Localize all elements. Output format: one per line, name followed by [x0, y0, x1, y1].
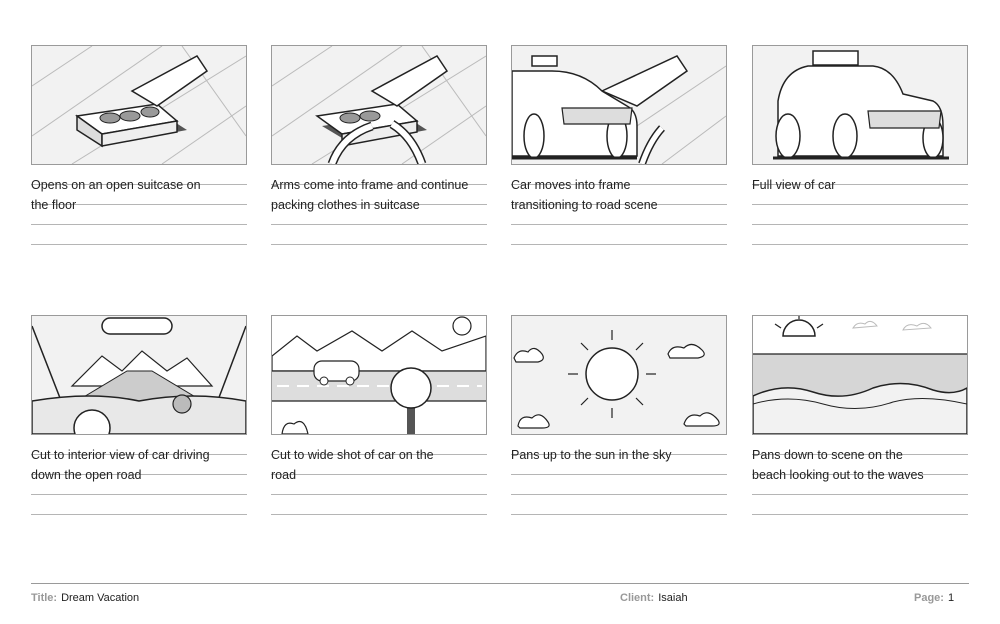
panel-5-sketch	[31, 315, 247, 435]
client-value: Isaiah	[658, 592, 688, 604]
footer-client	[620, 592, 688, 604]
panel-6-sketch	[271, 315, 487, 435]
page-label: Page:	[914, 592, 944, 604]
title-value: Dream Vacation	[61, 592, 140, 604]
panel-caption: Cut to wide shot of car on the road	[271, 448, 434, 482]
storyboard-panel-6	[271, 315, 487, 525]
panel-3-sketch	[511, 45, 727, 165]
panel-caption: Arms come into frame and continue packing clothes in suitcase	[271, 178, 469, 212]
footer-title	[31, 592, 139, 604]
panel-8-sketch	[752, 315, 968, 435]
title-label: Title:	[31, 592, 58, 604]
panel-7-sketch	[511, 315, 727, 435]
storyboard-panel-8	[752, 315, 968, 525]
panel-caption: Opens on an open suitcase on the floor	[31, 178, 201, 212]
panel-caption: Cut to interior view of car driving down the open road	[31, 448, 210, 482]
storyboard-panel-1	[31, 45, 247, 255]
client-label: Client:	[620, 592, 655, 604]
storyboard-panel-3	[511, 45, 727, 255]
storyboard-panel-7	[511, 315, 727, 525]
panel-2-sketch	[271, 45, 487, 165]
storyboard-panel-5	[31, 315, 247, 525]
panel-caption: Pans up to the sun in the sky	[511, 448, 672, 462]
storyboard-panel-2	[271, 45, 487, 255]
storyboard-panel-4	[752, 45, 968, 255]
footer-divider	[31, 583, 969, 584]
footer-page	[914, 592, 954, 604]
panel-caption: Full view of car	[752, 178, 836, 192]
panel-caption: Pans down to scene on the beach looking out to the waves	[752, 448, 924, 482]
panel-1-sketch	[31, 45, 247, 165]
page-value: 1	[947, 592, 955, 604]
panel-4-sketch	[752, 45, 968, 165]
panel-caption: Car moves into frame transitioning to road scene	[511, 178, 658, 212]
